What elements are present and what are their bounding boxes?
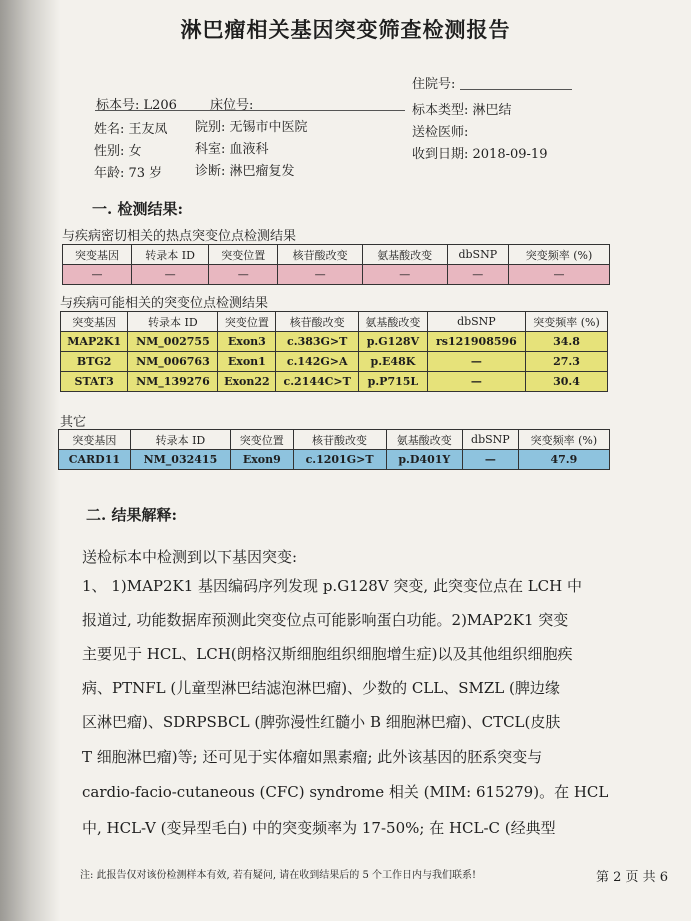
cell: —	[209, 265, 278, 285]
col-nucleotide: 核苷酸改变	[276, 312, 359, 332]
table3-caption: 其它	[60, 415, 87, 430]
table-row	[61, 352, 608, 372]
cell: 30.4	[526, 372, 608, 392]
paragraph-line: 主要见于 HCL、LCH(朗格汉斯细胞组织细胞增生症)以及其他组织细胞疾	[82, 645, 573, 663]
col-position: 突变位置	[218, 312, 276, 332]
col-aminoacid: 氨基酸改变	[386, 430, 463, 450]
table2-caption: 与疾病可能相关的突变位点检测结果	[60, 296, 269, 311]
hospital: 院别: 无锡市中医院	[195, 120, 308, 135]
col-transcript: 转录本 ID	[128, 312, 218, 332]
table-row	[61, 372, 608, 392]
cell: c.142G>A	[276, 352, 359, 372]
col-transcript: 转录本 ID	[132, 245, 209, 265]
cell: —	[509, 265, 610, 285]
col-frequency: 突变频率 (%)	[526, 312, 608, 332]
cell: p.P715L	[359, 372, 428, 392]
report-title: 淋巴瘤相关基因突变筛查检测报告	[180, 17, 511, 42]
cell: —	[63, 265, 132, 285]
paragraph-line: 送检标本中检测到以下基因突变:	[82, 548, 298, 566]
cell: STAT3	[61, 372, 128, 392]
col-nucleotide: 核苷酸改变	[293, 430, 386, 450]
received-date: 收到日期: 2018-09-19	[412, 147, 548, 162]
cell: —	[463, 450, 519, 470]
table1-header-row	[63, 245, 610, 265]
page-shadow	[0, 0, 60, 921]
cell: Exon1	[218, 352, 276, 372]
cell: —	[427, 352, 525, 372]
cell: BTG2	[61, 352, 128, 372]
table-row	[61, 332, 608, 352]
footer-note: 注: 此报告仅对该份检测样本有效, 若有疑问, 请在收到结果后的 5 个工作日内与我们联系!	[80, 870, 477, 881]
patient-name: 姓名: 王友凤	[94, 122, 168, 137]
paragraph-line: 报道过, 功能数据库预测此突变位点可能影响蛋白功能。2)MAP2K1 突变	[82, 611, 569, 629]
cell: NM_002755	[128, 332, 218, 352]
table-row	[59, 450, 610, 470]
diagnosis: 诊断: 淋巴瘤复发	[195, 164, 295, 179]
col-gene: 突变基因	[61, 312, 128, 332]
page-number: 第 2 页 共 6	[596, 870, 669, 885]
cell: —	[362, 265, 447, 285]
col-aminoacid: 氨基酸改变	[362, 245, 447, 265]
sample-no: 标本号: L206	[96, 98, 177, 113]
section-results-heading: 一. 检测结果:	[92, 200, 183, 218]
paragraph-line: 1、 1)MAP2K1 基因编码序列发现 p.G128V 突变, 此突变位点在 LCH 中	[82, 577, 582, 595]
paragraph-line: cardio-facio-cutaneous (CFC) syndrome 相关 (MIM: 615279)。在 HCL	[82, 783, 609, 801]
inpatient-no: 住院号:	[412, 77, 456, 92]
col-position: 突变位置	[209, 245, 278, 265]
cell: 34.8	[526, 332, 608, 352]
col-transcript: 转录本 ID	[130, 430, 230, 450]
cell: rs121908596	[427, 332, 525, 352]
col-frequency: 突变频率 (%)	[518, 430, 609, 450]
cell: c.383G>T	[276, 332, 359, 352]
table3-header-row	[59, 430, 610, 450]
cell: NM_032415	[130, 450, 230, 470]
cell: c.1201G>T	[293, 450, 386, 470]
cell: p.G128V	[359, 332, 428, 352]
sample-type: 标本类型: 淋巴结	[412, 103, 512, 118]
col-gene: 突变基因	[59, 430, 131, 450]
cell: NM_006763	[128, 352, 218, 372]
col-dbsnp: dbSNP	[427, 312, 525, 332]
bed-no: 床位号:	[210, 98, 254, 113]
table-row	[63, 265, 610, 285]
cell: —	[427, 372, 525, 392]
cell: c.2144C>T	[276, 372, 359, 392]
possible-mutation-table	[60, 311, 608, 392]
col-dbsnp: dbSNP	[447, 245, 509, 265]
paragraph-line: 中, HCL-V (变异型毛白) 中的突变频率为 17-50%; 在 HCL-C (经典型	[82, 819, 556, 837]
col-nucleotide: 核苷酸改变	[278, 245, 363, 265]
paragraph-line: 区淋巴瘤)、SDRPSBCL (脾弥漫性红髓小 B 细胞淋巴瘤)、CTCL(皮肤	[82, 713, 561, 731]
cell: 27.3	[526, 352, 608, 372]
table1-caption: 与疾病密切相关的热点突变位点检测结果	[62, 229, 297, 244]
cell: 47.9	[518, 450, 609, 470]
department: 科室: 血液科	[195, 142, 269, 157]
other-mutation-table	[58, 429, 610, 470]
cell: Exon9	[231, 450, 293, 470]
cell: NM_139276	[128, 372, 218, 392]
col-position: 突变位置	[231, 430, 293, 450]
col-gene: 突变基因	[63, 245, 132, 265]
table2-header-row	[61, 312, 608, 332]
col-frequency: 突变频率 (%)	[509, 245, 610, 265]
hotspot-table	[62, 244, 610, 285]
col-dbsnp: dbSNP	[463, 430, 519, 450]
col-aminoacid: 氨基酸改变	[359, 312, 428, 332]
section-interpretation-heading: 二. 结果解释:	[86, 506, 177, 524]
cell: —	[447, 265, 509, 285]
header-line	[95, 110, 405, 111]
cell: —	[132, 265, 209, 285]
inpatient-line	[460, 89, 572, 90]
paragraph-line: 病、PTNFL (儿童型淋巴结滤泡淋巴瘤)、少数的 CLL、SMZL (脾边缘	[82, 679, 560, 697]
cell: p.D401Y	[386, 450, 463, 470]
sex: 性别: 女	[94, 144, 142, 159]
cell: Exon22	[218, 372, 276, 392]
age: 年龄: 73 岁	[94, 166, 163, 181]
cell: MAP2K1	[61, 332, 128, 352]
cell: p.E48K	[359, 352, 428, 372]
cell: —	[278, 265, 363, 285]
doctor: 送检医师:	[412, 125, 469, 140]
cell: CARD11	[59, 450, 131, 470]
cell: Exon3	[218, 332, 276, 352]
paragraph-line: T 细胞淋巴瘤)等; 还可见于实体瘤如黑素瘤; 此外该基因的胚系突变与	[82, 748, 543, 766]
